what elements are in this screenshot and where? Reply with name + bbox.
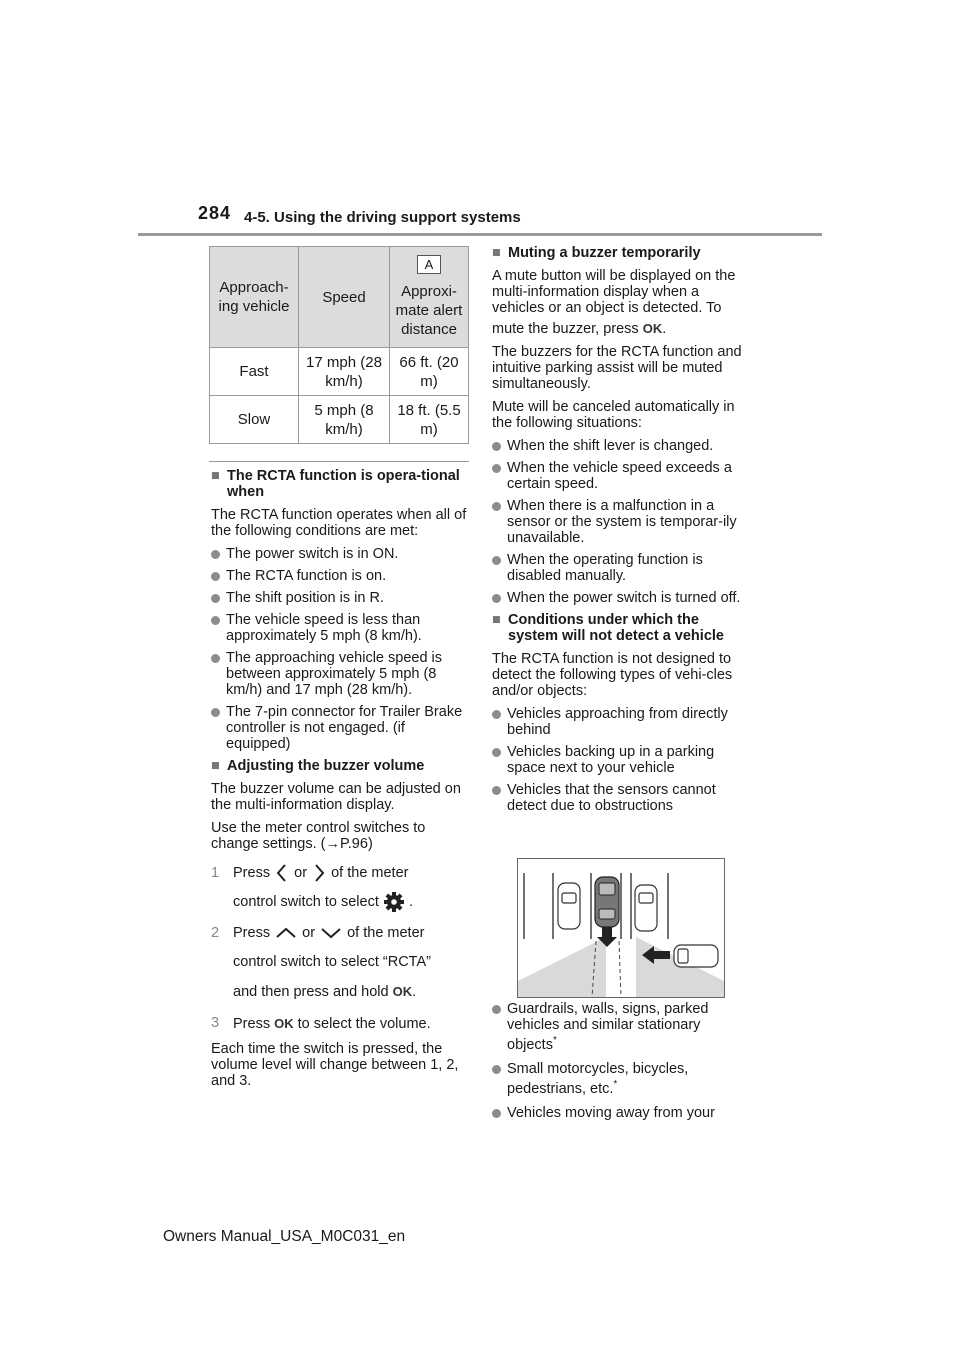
table-cell: 17 mph (28 km/h) [299, 348, 390, 396]
right-column-lower [492, 1001, 750, 1127]
ok-button-icon: OK [274, 1016, 294, 1031]
section-divider [209, 461, 469, 462]
ok-button-icon: OK [392, 984, 413, 999]
list-item: The approaching vehicle speed is between approximately 5 mph (8 km/h) and 17 mph (28 km/h). [211, 650, 469, 698]
table-cell: Slow [210, 396, 299, 444]
section-heading: ■ Conditions under which the system will not detect a vehicle [492, 612, 724, 644]
page-number: 284 [198, 203, 232, 223]
list-item: Small motorcycles, bicycles, pedestrians, etc.* [492, 1061, 750, 1097]
step-number: 2 [211, 925, 220, 941]
table-header-row [210, 247, 469, 348]
list-item: When there is a malfunction in a sensor or the system is temporar-ily unavailable. [492, 498, 750, 546]
paragraph: mute the buzzer, press OK. [492, 321, 667, 337]
list-item: Vehicles moving away from your [492, 1105, 750, 1121]
paragraph: The buzzer volume can be adjusted on the multi-information display. [211, 781, 461, 813]
right-column [492, 245, 750, 820]
header-rule [138, 233, 822, 236]
table-header-cell [390, 247, 469, 348]
paragraph: Use the meter control switches to change settings. (→P.96) [211, 820, 426, 852]
square-bullet-icon: ■ [211, 758, 220, 774]
list-item: Guardrails, walls, signs, parked vehicles and similar stationary objects* [492, 1001, 750, 1053]
chevron-down-icon [319, 925, 343, 941]
section-heading: ■ The RCTA function is opera-tional when [211, 468, 460, 500]
paragraph: Each time the switch is pressed, the volume level will change between 1, 2, and 3. [211, 1041, 459, 1089]
table-cell: Fast [210, 348, 299, 396]
page-reference[interactable]: P.96 [339, 836, 368, 852]
square-bullet-icon: ■ [211, 468, 220, 484]
step-1: 1 Press or of the meter control switch to select . [211, 859, 469, 917]
footer-document-id: Owners Manual_USA_M0C031_en [163, 1228, 406, 1245]
rcta-detection-illustration [517, 858, 725, 998]
paragraph: The buzzers for the RCTA function and intuitive parking assist will be muted simultaneously. [492, 344, 742, 392]
table-row [210, 396, 469, 444]
table-header-cell: Approach-ing vehicle [210, 247, 299, 348]
step-2: 2 Press or of the meter control switch to select “RCTA” and then press and hold OK. [211, 919, 469, 1007]
paragraph: A mute button will be displayed on the multi-information display when a vehicles or an object is detected. To [492, 268, 736, 316]
paragraph: The RCTA function is not designed to detect the following types of vehi-cles and/or objects: [492, 651, 733, 699]
left-column [211, 468, 469, 1096]
table-cell: 5 mph (8 km/h) [299, 396, 390, 444]
step-number: 1 [211, 865, 220, 881]
step-number: 3 [211, 1015, 220, 1031]
list-item: When the power switch is turned off. [492, 590, 750, 606]
step-3: 3 Press OK to select the volume. [211, 1009, 469, 1039]
gear-icon [383, 891, 405, 913]
arrow-right-icon: → [325, 836, 340, 852]
paragraph: The RCTA function operates when all of the following conditions are met: [211, 507, 467, 539]
list-item: Vehicles approaching from directly behind [492, 706, 750, 738]
list-item: The vehicle speed is less than approximately 5 mph (8 km/h). [211, 612, 469, 644]
table-cell: 18 ft. (5.5 m) [390, 396, 469, 444]
chevron-up-icon [274, 925, 298, 941]
ok-button-icon: OK [642, 321, 663, 336]
list-item: The RCTA function is on. [211, 568, 469, 584]
list-item: Vehicles backing up in a parking space next to your vehicle [492, 744, 750, 776]
list-item: The shift position is in R. [211, 590, 469, 606]
list-item: The 7-pin connector for Trailer Brake controller is not engaged. (if equipped) [211, 704, 469, 752]
table-cell: 66 ft. (20 m) [390, 348, 469, 396]
list-item: When the operating function is disabled manually. [492, 552, 750, 584]
table-header-cell: Speed [299, 247, 390, 348]
paragraph: Mute will be canceled automatically in the following situations: [492, 399, 735, 431]
list-item: When the vehicle speed exceeds a certain speed. [492, 460, 750, 492]
header-text: Approxi-mate alert distance [395, 283, 463, 338]
chevron-left-icon [274, 862, 290, 884]
section-heading: ■ Adjusting the buzzer volume [211, 758, 425, 774]
list-item: The power switch is in ON. [211, 546, 469, 562]
section-heading: ■ Muting a buzzer temporarily [492, 245, 701, 261]
list-item: When the shift lever is changed. [492, 438, 750, 454]
chevron-right-icon [311, 862, 327, 884]
label-a-badge: A [417, 255, 441, 274]
square-bullet-icon: ■ [492, 245, 501, 261]
list-item: Vehicles that the sensors cannot detect due to obstructions [492, 782, 750, 814]
alert-distance-table [209, 246, 469, 444]
table-row [210, 348, 469, 396]
section-title: 4-5. Using the driving support systems [244, 209, 521, 226]
square-bullet-icon: ■ [492, 612, 501, 628]
